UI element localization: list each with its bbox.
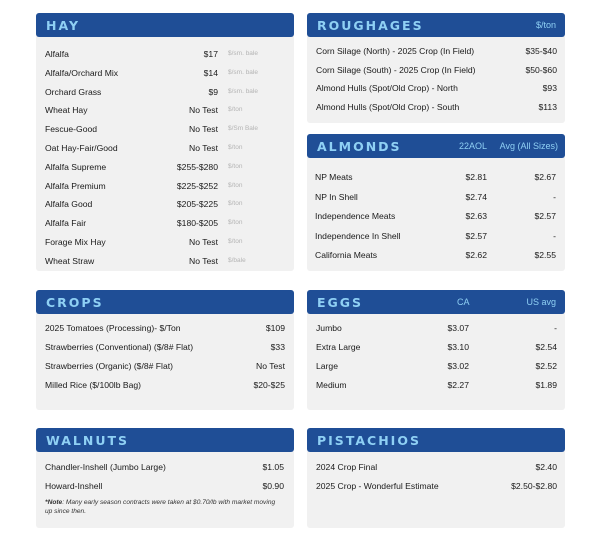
crops-name: Strawberries (Conventional) ($/8# Flat) xyxy=(45,342,194,352)
hay-price: $225-$252 xyxy=(176,180,218,191)
walnuts-note-text: : Many early season contracts were taken at $0.70/lb with market moving up since then. xyxy=(45,499,276,515)
almonds-v1: $2.63 xyxy=(465,211,487,221)
roughages-unit-header: $/ton xyxy=(535,20,556,30)
hay-name: Alfalfa xyxy=(45,49,69,59)
roughages-price: $50-$60 xyxy=(525,64,557,75)
hay-name: Fescue-Good xyxy=(45,124,98,135)
almonds-title: ALMONDS xyxy=(317,138,402,154)
almonds-v2: - xyxy=(553,230,556,241)
almonds-name: NP In Shell xyxy=(315,191,358,202)
roughages-name: Corn Silage (North) - 2025 Crop (In Field) xyxy=(316,46,475,56)
pistachios-name: 2024 Crop Final xyxy=(316,462,378,472)
eggs-col1-header: CA xyxy=(457,297,470,307)
eggs-name: Extra Large xyxy=(316,342,361,352)
hay-unit: $/ton xyxy=(228,144,243,151)
hay-name: Wheat Hay xyxy=(45,105,88,116)
eggs-header xyxy=(307,290,565,314)
almonds-v1: $2.57 xyxy=(465,230,487,241)
crops-header xyxy=(36,290,294,314)
crops-price: No Test xyxy=(256,361,285,371)
crops-name: Milled Rice ($/100lb Bag) xyxy=(45,380,142,390)
crops-price: $20-$25 xyxy=(253,380,285,390)
roughages-name: Corn Silage (South) - 2025 Crop (In Field) xyxy=(316,64,476,75)
walnuts-title: WALNUTS xyxy=(46,432,130,448)
hay-unit: $/ton xyxy=(228,181,243,189)
eggs-name: Medium xyxy=(316,380,347,390)
walnuts-name: Howard-Inshell xyxy=(45,481,103,491)
pistachios-price: $2.40 xyxy=(535,462,557,472)
hay-unit: $/ton xyxy=(228,200,243,208)
roughages-price: $93 xyxy=(542,83,557,93)
eggs-v1: $3.02 xyxy=(447,361,469,371)
hay-unit: $/sm. bale xyxy=(228,68,258,76)
roughages-card xyxy=(307,13,565,123)
hay-price: No Test xyxy=(189,105,218,116)
hay-card xyxy=(36,13,294,271)
almonds-name: Independence Meats xyxy=(315,211,396,221)
hay-unit: $/sm. bale xyxy=(228,87,258,95)
hay-unit: $/bale xyxy=(228,256,246,264)
walnuts-price: $0.90 xyxy=(262,481,284,491)
eggs-name: Large xyxy=(316,361,338,371)
hay-price: $180-$205 xyxy=(176,218,218,229)
almonds-v2: $2.67 xyxy=(534,172,556,182)
hay-name: Forage Mix Hay xyxy=(45,237,106,247)
roughages-price: $113 xyxy=(538,101,557,112)
almonds-v1: $2.62 xyxy=(465,250,487,260)
walnuts-note xyxy=(45,499,282,516)
crops-name: Strawberries (Organic) ($/8# Flat) xyxy=(45,361,173,371)
hay-name: Wheat Straw xyxy=(45,255,95,266)
almonds-header xyxy=(307,134,565,158)
hay-name: Alfalfa Supreme xyxy=(45,161,107,172)
eggs-card xyxy=(307,290,565,410)
crops-name: 2025 Tomatoes (Processing)- $/Ton xyxy=(45,323,181,333)
almonds-v1: $2.74 xyxy=(465,191,487,202)
hay-unit: $/ton xyxy=(228,238,243,245)
hay-name: Oat Hay-Fair/Good xyxy=(45,143,118,153)
almonds-v2: - xyxy=(553,191,556,202)
hay-price: No Test xyxy=(189,143,218,153)
almonds-name: California Meats xyxy=(315,250,378,260)
walnuts-price: $1.05 xyxy=(262,462,284,472)
hay-price: $14 xyxy=(203,67,218,78)
eggs-name: Jumbo xyxy=(316,323,342,333)
hay-unit: $/ton xyxy=(228,162,243,170)
hay-name: Alfalfa Good xyxy=(45,199,93,210)
roughages-price: $35-$40 xyxy=(525,46,557,56)
almonds-v1: $2.81 xyxy=(465,172,487,182)
hay-price: $17 xyxy=(203,49,218,59)
hay-name: Alfalfa Premium xyxy=(45,180,106,191)
eggs-title: EGGS xyxy=(317,294,364,310)
almonds-col2-header: Avg (All Sizes) xyxy=(499,141,558,151)
roughages-name: Almond Hulls (Spot/Old Crop) - South xyxy=(316,101,460,112)
walnuts-name: Chandler-Inshell (Jumbo Large) xyxy=(45,462,166,472)
hay-name: Orchard Grass xyxy=(45,86,102,97)
eggs-v1: $3.10 xyxy=(447,342,469,352)
eggs-v1: $3.07 xyxy=(447,323,469,333)
hay-title: HAY xyxy=(46,17,80,33)
almonds-v2: $2.55 xyxy=(534,250,556,260)
pistachios-title: PISTACHIOS xyxy=(317,432,421,448)
pistachios-price: $2.50-$2.80 xyxy=(511,481,557,491)
hay-unit: $/sm. bale xyxy=(228,50,258,57)
hay-unit: $/ton xyxy=(228,106,243,114)
eggs-v2: $2.54 xyxy=(535,342,557,352)
eggs-v2: $1.89 xyxy=(535,380,557,390)
walnuts-header xyxy=(36,428,294,452)
roughages-header xyxy=(307,13,565,37)
pistachios-name: 2025 Crop - Wonderful Estimate xyxy=(316,481,439,491)
almonds-name: Independence In Shell xyxy=(315,230,401,241)
pistachios-header xyxy=(307,428,565,452)
hay-price: $205-$225 xyxy=(176,199,218,210)
almonds-v2: $2.57 xyxy=(534,211,556,221)
eggs-v2: - xyxy=(554,323,557,333)
crops-price: $109 xyxy=(265,323,285,333)
hay-unit: $/Sm Bale xyxy=(228,125,258,133)
pistachios-card xyxy=(307,428,565,528)
roughages-name: Almond Hulls (Spot/Old Crop) - North xyxy=(316,83,458,93)
crops-price: $33 xyxy=(270,342,285,352)
roughages-title: ROUGHAGES xyxy=(317,17,424,33)
walnuts-card xyxy=(36,428,294,528)
eggs-col2-header: US avg xyxy=(526,297,556,307)
hay-price: No Test xyxy=(189,124,218,135)
hay-price: No Test xyxy=(189,237,218,247)
eggs-v1: $2.27 xyxy=(447,380,469,390)
hay-unit: $/ton xyxy=(228,219,243,227)
hay-header xyxy=(36,13,294,37)
walnuts-note-label: *Note xyxy=(45,499,63,506)
hay-price: No Test xyxy=(189,255,218,266)
eggs-v2: $2.52 xyxy=(535,361,557,371)
hay-name: Alfalfa/Orchard Mix xyxy=(45,67,119,78)
almonds-col1-header: 22AOL xyxy=(459,141,488,151)
hay-price: $9 xyxy=(208,86,218,97)
crops-title: CROPS xyxy=(46,294,104,310)
crops-card xyxy=(36,290,294,410)
almonds-name: NP Meats xyxy=(315,172,353,182)
almonds-card xyxy=(307,134,565,271)
hay-name: Alfalfa Fair xyxy=(45,218,87,229)
hay-price: $255-$280 xyxy=(176,161,218,172)
